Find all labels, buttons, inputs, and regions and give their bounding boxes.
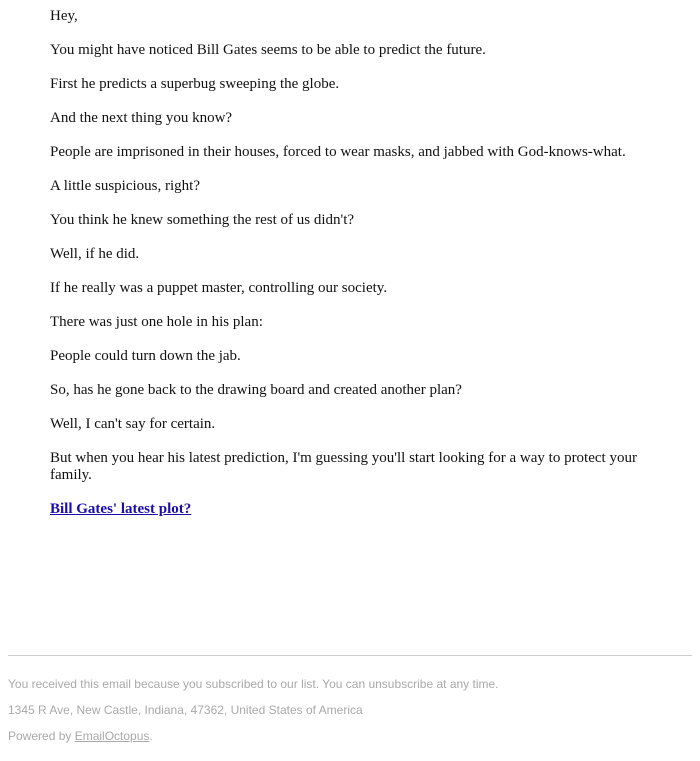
paragraph: If he really was a puppet master, controlling our society. [50, 280, 388, 296]
cta-paragraph [50, 501, 650, 518]
powered-by [8, 729, 692, 744]
emailoctopus-link[interactable]: EmailOctopus [74, 729, 150, 743]
sender-address: 1345 R Ave, New Castle, Indiana, 47362, United States of America [8, 703, 363, 717]
paragraph: Well, I can't say for certain. [50, 416, 216, 432]
paragraph: Well, if he did. [50, 246, 140, 262]
paragraph: First he predicts a superbug sweeping the globe. [50, 76, 340, 92]
footer-divider [8, 655, 692, 656]
paragraph: So, has he gone back to the drawing board and created another plan? [50, 382, 462, 398]
paragraph: People could turn down the jab. [50, 348, 241, 364]
paragraph: And the next thing you know? [50, 110, 233, 126]
email-footer [8, 677, 692, 755]
powered-by-prefix: Powered by [8, 729, 75, 743]
email-body [50, 8, 650, 535]
greeting: Hey, [50, 8, 78, 24]
paragraph: A little suspicious, right? [50, 178, 200, 194]
cta-link[interactable]: Bill Gates' latest plot? [50, 501, 192, 517]
paragraph: You think he knew something the rest of us didn't? [50, 212, 355, 228]
paragraph: You might have noticed Bill Gates seems to be able to predict the future. [50, 42, 486, 58]
paragraph: But when you hear his latest prediction, I'm guessing you'll start looking for a way to protect your family. [50, 450, 637, 483]
powered-by-suffix: . [149, 729, 153, 743]
paragraph: People are imprisoned in their houses, forced to wear masks, and jabbed with God-knows-what. [50, 144, 626, 160]
paragraph: There was just one hole in his plan: [50, 314, 263, 330]
subscription-notice: You received this email because you subscribed to our list. You can unsubscribe at any time. [8, 677, 499, 691]
